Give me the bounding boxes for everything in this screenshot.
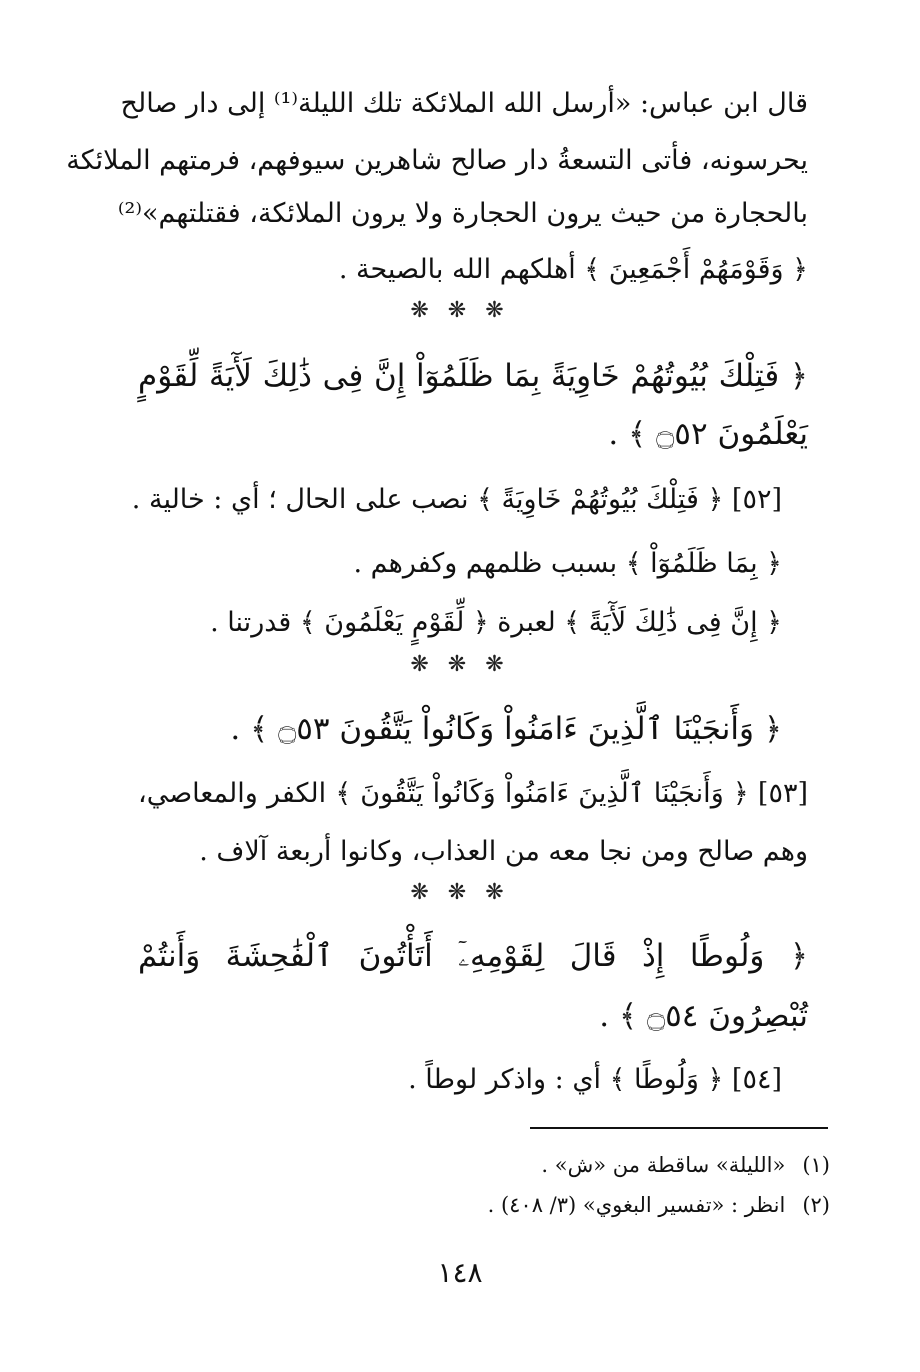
section-separator: ❋ ❋ ❋ <box>410 880 510 905</box>
section-separator: ❋ ❋ ❋ <box>410 298 510 323</box>
ayah-54-line-2: تُبْصِرُونَ ۝٥٤ ﴾ . <box>599 998 808 1034</box>
paragraph-line-2: يحرسونه، فأتى التسعةُ دار صالح شاهرين سيوفهم، فرمتهم الملائكة <box>66 145 808 176</box>
tafsir-52-line-3: ﴿ إِنَّ فِى ذَٰلِكَ لَأٓيَةً ﴾ لعبرة ﴿ لِّقَوْمٍ يَعْلَمُونَ ﴾ قدرتنا . <box>210 607 782 638</box>
section-separator: ❋ ❋ ❋ <box>410 652 510 677</box>
page-number: ١٤٨ <box>437 1256 483 1289</box>
footnote-text: انظر : «تفسير البغوي» (٣/ ٤٠٨) . <box>487 1193 786 1217</box>
ayah-52-line-2: يَعْلَمُونَ ۝٥٢ ﴾ . <box>608 416 808 452</box>
footnote-2 <box>488 1190 830 1220</box>
footnote-number: (٢) <box>802 1193 830 1217</box>
footnote-divider <box>530 1127 828 1129</box>
tafsir-53-line-1: [٥٣] ﴿ وَأَنجَيْنَا ٱلَّذِينَ ءَامَنُواْ وَكَانُواْ يَتَّقُونَ ﴾ الكفر والمعاصي، <box>138 778 808 809</box>
footnote-1 <box>541 1150 830 1180</box>
ayah-54-line-1: ﴿ وَلُوطًا إِذْ قَالَ لِقَوْمِهِۦٓ أَتَأْتُونَ ٱلْفَٰحِشَةَ وَأَنتُمْ <box>138 938 808 974</box>
tafsir-54: [٥٤] ﴿ وَلُوطًا ﴾ أي : واذكر لوطاً . <box>408 1064 782 1095</box>
paragraph-line-4: ﴿ وَقَوْمَهُمْ أَجْمَعِينَ ﴾ أهلكهم الله بالصيحة . <box>338 254 808 285</box>
paragraph-line-1: قال ابن عباس: «أرسل الله الملائكة تلك الليلة⁽¹⁾ إلى دار صالح <box>120 88 808 119</box>
footnote-number: (١) <box>802 1153 830 1177</box>
paragraph-line-3: بالحجارة من حيث يرون الحجارة ولا يرون الملائكة، فقتلتهم»⁽²⁾ <box>117 198 808 229</box>
tafsir-52-line-2: ﴿ بِمَا ظَلَمُوٓاْ ﴾ بسبب ظلمهم وكفرهم . <box>353 548 782 579</box>
ayah-53: ﴿ وَأَنجَيْنَا ٱلَّذِينَ ءَامَنُواْ وَكَانُواْ يَتَّقُونَ ۝٥٣ ﴾ . <box>230 711 782 747</box>
ayah-52-line-1: ﴿ فَتِلْكَ بُيُوتُهُمْ خَاوِيَةً بِمَا ظَلَمُوٓاْ إِنَّ فِى ذَٰلِكَ لَأٓيَةً لِّقَوْمٍ <box>138 358 808 394</box>
tafsir-52-line-1: [٥٢] ﴿ فَتِلْكَ بُيُوتُهُمْ خَاوِيَةً ﴾ نصب على الحال ؛ أي : خالية . <box>131 484 782 515</box>
footnote-text: «الليلة» ساقطة من «ش» . <box>541 1153 786 1177</box>
tafsir-53-line-2: وهم صالح ومن نجا معه من العذاب، وكانوا أربعة آلاف . <box>199 836 808 867</box>
